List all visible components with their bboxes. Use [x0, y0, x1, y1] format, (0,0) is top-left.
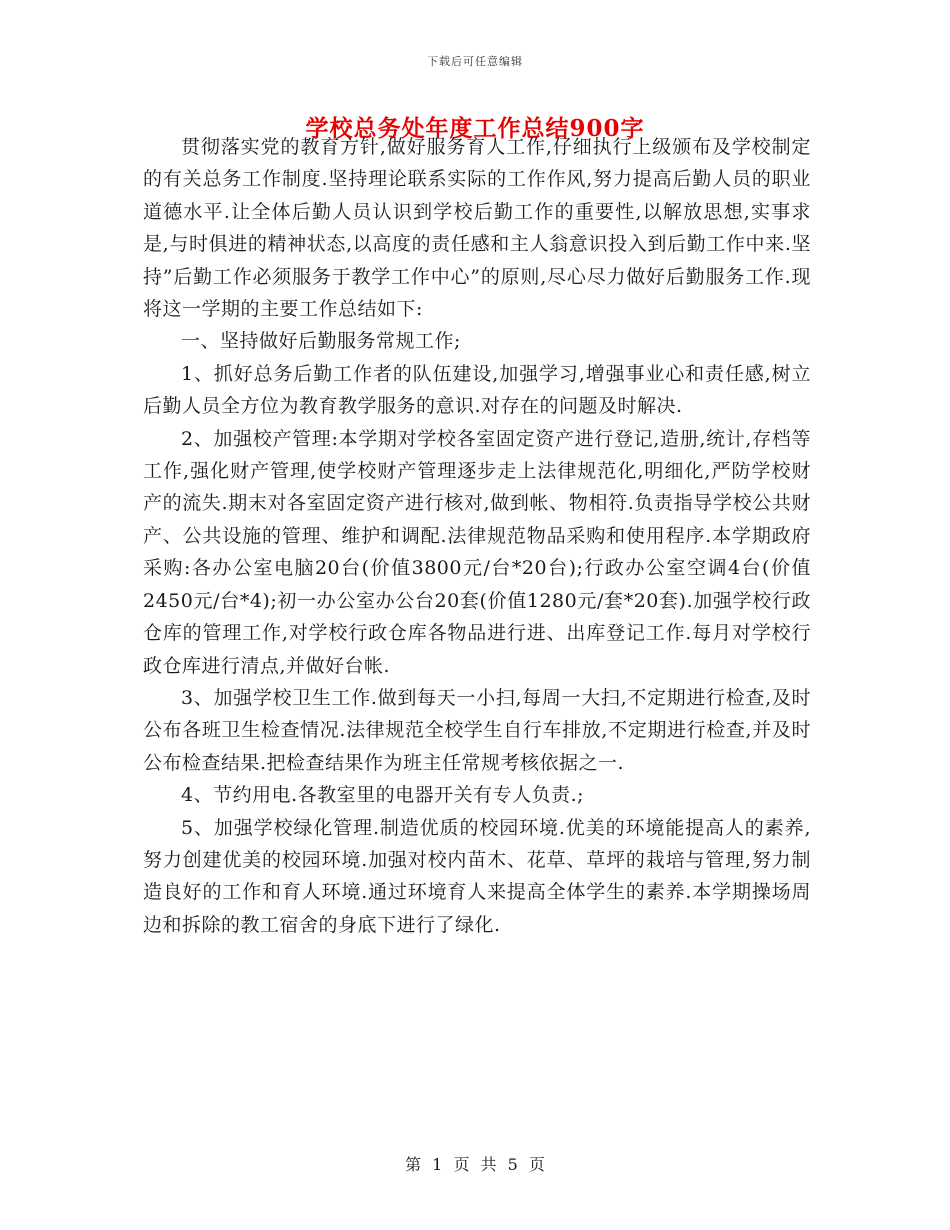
paragraph-item-2: 2、加强校产管理:本学期对学校各室固定资产进行登记,造册,统计,存档等工作,强化财产管理,使学校财产管理逐步走上法律规范化,明细化,严防学校财产的流失.期末对各室固定资产进行核对,做到帐、物相符.负责指导学校公共财产、公共设施的管理、维护和调配.法律规范物品采购和使用程序.本学期政府采购:各办公室电脑20台(价值3800元/台*20台);行政办公室空调4台(价值2450元/台*4);初一办公室办公台20套(价值1280元/套*20套).加强学校行政仓库的管理工作,对学校行政仓库各物品进行进、出库登记工作.每月对学校行政仓库进行清点,并做好台帐.: [143, 427, 811, 677]
header-note: 下载后可任意编辑: [427, 55, 523, 68]
paragraph-intro: 贯彻落实党的教育方针,做好服务育人工作,仔细执行上级颁布及学校制定的有关总务工作制度.坚持理论联系实际的工作作风,努力提高后勤人员的职业道德水平.让全体后勤人员认识到学校后勤工作的重要性,以解放思想,实事求是,与时俱进的精神状态,以高度的责任感和主人翁意识投入到后勤工作中来.坚持”后勤工作必须服务于教学工作中心”的原则,尽心尽力做好后勤服务工作.现将这一学期的主要工作总结如下:: [143, 136, 811, 321]
document-body: [143, 131, 811, 941]
paragraph-section-heading: 一、坚持做好后勤服务常规工作;: [181, 330, 461, 353]
paragraph-item-5: 5、加强学校绿化管理.制造优质的校园环境.优美的环境能提高人的素养,努力创建优美的校园环境.加强对校内苗木、花草、草坪的栽培与管理,努力制造良好的工作和育人环境.通过环境育人来提高全体学生的素养.本学期操场周边和拆除的教工宿舍的身底下进行了绿化.: [143, 816, 811, 936]
page-footer: 第 1 页 共 5 页: [405, 1155, 545, 1174]
paragraph-item-4: 4、节约用电.各教室里的电器开关有专人负责.;: [181, 784, 585, 807]
paragraph-item-3: 3、加强学校卫生工作.做到每天一小扫,每周一大扫,不定期进行检查,及时公布各班卫生检查情况.法律规范全校学生自行车排放,不定期进行检查,并及时公布检查结果.把检查结果作为班主任常规考核依据之一.: [143, 686, 811, 774]
paragraph-item-1: 1、抓好总务后勤工作者的队伍建设,加强学习,增强事业心和责任感,树立后勤人员全方位为教育教学服务的意识.对存在的问题及时解决.: [143, 362, 811, 418]
document-title: 学校总务处年度工作总结900字: [305, 115, 645, 142]
